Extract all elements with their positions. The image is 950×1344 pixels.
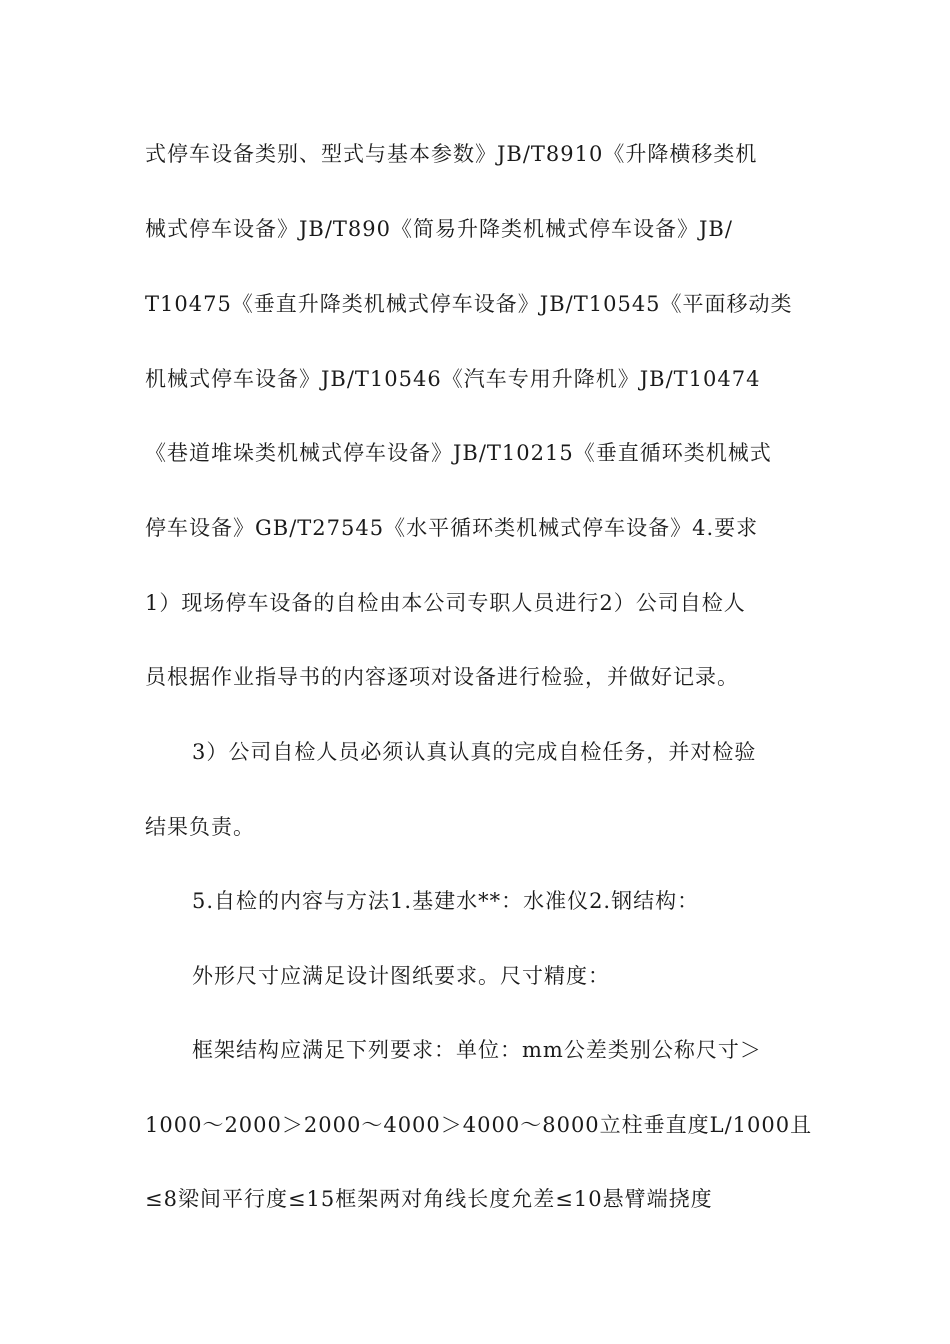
text-line-1: 式停车设备类别、型式与基本参数》JB/T8910《升降横移类机 [145,142,758,166]
text-line-4: 机械式停车设备》JB/T10546《汽车专用升降机》JB/T10474 [145,367,761,391]
text-line-7: 1）现场停车设备的自检由本公司专职人员进行2）公司自检人 [145,591,746,615]
text-line-14: 1000～2000＞2000～4000＞4000～8000立柱垂直度L/1000且 [145,1113,813,1137]
text-line-8: 员根据作业指导书的内容逐项对设备进行检验，并做好记录。 [145,665,739,689]
text-line-5: 《巷道堆垛类机械式停车设备》JB/T10215《垂直循环类机械式 [145,441,772,465]
text-line-13: 框架结构应满足下列要求：单位：mm公差类别公称尺寸＞ [192,1038,762,1062]
text-line-12: 外形尺寸应满足设计图纸要求。尺寸精度： [192,964,610,988]
text-line-15: ≤8梁间平行度≤15框架两对角线长度允差≤10悬臂端挠度 [145,1187,713,1211]
text-line-3: T10475《垂直升降类机械式停车设备》JB/T10545《平面移动类 [145,292,793,316]
text-line-9: 3）公司自检人员必须认真认真的完成自检任务，并对检验 [192,740,757,764]
text-line-2: 械式停车设备》JB/T890《简易升降类机械式停车设备》JB/ [145,217,733,241]
text-line-11: 5.自检的内容与方法1.基建水**：水准仪2.钢结构： [192,889,700,913]
text-line-10: 结果负责。 [145,815,255,839]
text-line-6: 停车设备》GB/T27545《水平循环类机械式停车设备》4.要求 [145,516,759,540]
